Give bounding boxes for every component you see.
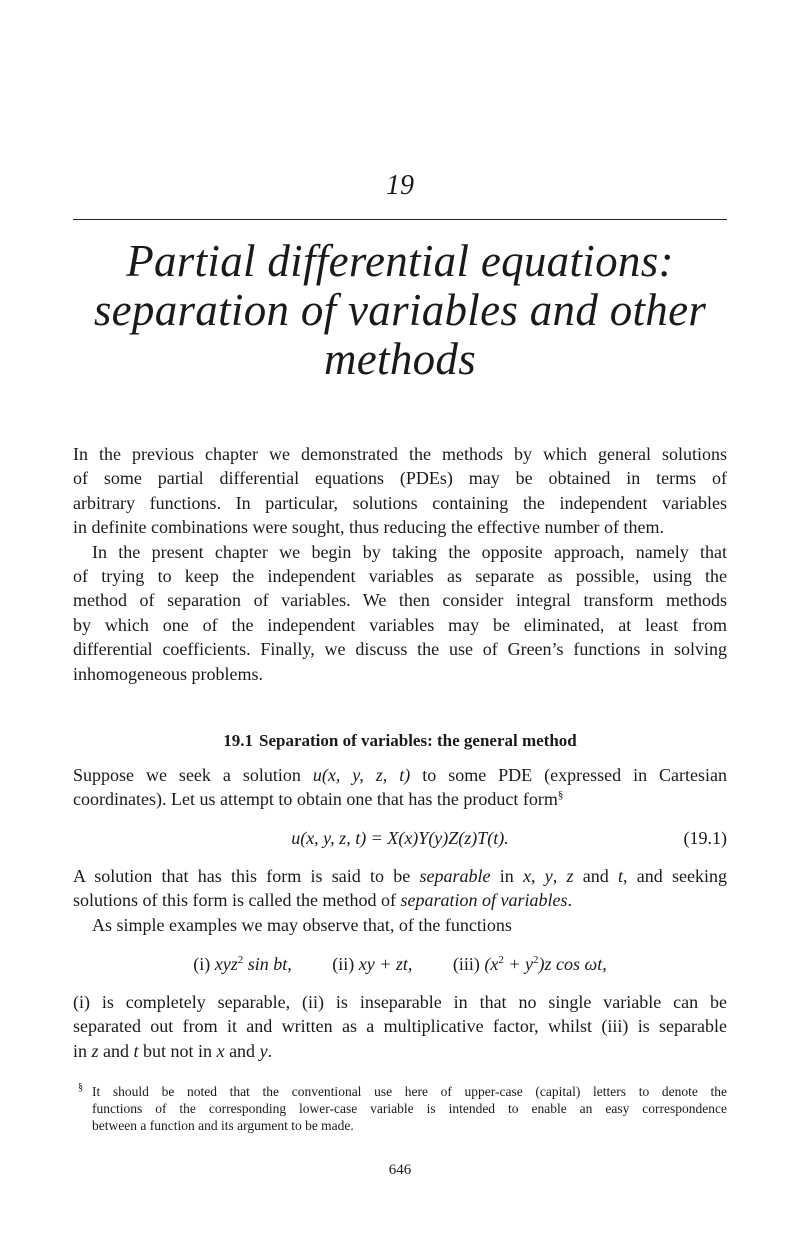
footnote <box>73 1083 727 1134</box>
footnote-line: functions of the corresponding lower-case variable is intended to enable an easy correspondence <box>92 1101 727 1116</box>
footnote-line: between a function and its argument to be made. <box>92 1118 354 1133</box>
chapter-title-line: methods <box>323 334 477 384</box>
example-i: (i) xyz$^2$ sin bt, <box>193 954 292 974</box>
intro-paragraph-1 <box>73 442 727 540</box>
chapter-number: 19 <box>386 170 414 201</box>
section-title: Separation of variables: the general method <box>258 731 577 750</box>
chapter-title-line: separation of variables and other <box>93 285 707 335</box>
intro-text <box>73 442 727 686</box>
example-iii: (iii) $(x^2 + y^2)z$ cos ωt, <box>452 954 607 974</box>
text-line: In the present chapter we begin by taking the opposite approach, namely that <box>92 541 727 562</box>
body-paragraph-3 <box>73 763 727 812</box>
text-line: Suppose we seek a solution u(x, y, z, t) to some PDE (expressed in Cartesian <box>73 765 728 785</box>
text-line: solutions of this form is called the method of separation of variables. <box>73 890 572 911</box>
intro-paragraph-2 <box>73 540 727 686</box>
text-line: (i) is completely separable, (ii) is inseparable in that no single variable can be <box>73 992 727 1012</box>
page-number: 646 <box>388 1162 412 1178</box>
section-heading <box>0 729 800 753</box>
text-line: in z and t but not in x and y. <box>73 1040 273 1061</box>
text-line: separated out from it and written as a multiplicative factor, whilst (iii) is separable <box>73 1016 727 1037</box>
chapter-title-line: Partial differential equations: <box>126 236 674 286</box>
text-line: of some partial differential equations (PDEs) may be obtained in terms of <box>73 468 727 489</box>
text-line: differential coefficients. Finally, we discuss the use of Green’s functions in solving <box>73 639 727 660</box>
footnote-reference[interactable]: § <box>557 789 564 802</box>
example-functions <box>73 951 727 977</box>
text-line: of trying to keep the independent variables as separate as possible, using the <box>73 565 727 586</box>
math-inline: u(x, y, z, t) <box>312 765 411 785</box>
equation-label: (19.1) <box>683 828 727 848</box>
body-paragraph-4 <box>73 864 727 937</box>
text-line: A solution that has this form is said to be separable in x, y, z and t, and seeking <box>73 866 728 886</box>
text-line: As simple examples we may observe that, of the functions <box>92 914 512 935</box>
text-line: method of separation of variables. We then consider integral transform methods <box>73 590 727 611</box>
footnote-mark: § <box>78 1082 83 1093</box>
section-number: 19.1 <box>223 731 253 750</box>
text-line: arbitrary functions. In particular, solutions containing the independent variables <box>73 492 727 513</box>
text-line: inhomogeneous problems. <box>73 663 263 684</box>
equation-19-1 <box>73 825 727 851</box>
equation-expression: u(x, y, z, t) = X(x)Y(y)Z(z)T(t). <box>291 828 509 848</box>
text-line: by which one of the independent variables may be eliminated, at least from <box>73 614 727 635</box>
chapter-title <box>40 237 760 384</box>
text-line: in definite combinations were sought, thus reducing the effective number of them. <box>73 517 665 538</box>
body-paragraph-6 <box>73 990 727 1063</box>
text-line: coordinates). Let us attempt to obtain one that has the product form§ <box>73 789 564 810</box>
text-line: In the previous chapter we demonstrated the methods by which general solutions <box>73 444 727 464</box>
chapter-rule <box>73 219 727 220</box>
footnote-line: It should be noted that the conventional use here of upper-case (capital) letters to denote the <box>92 1084 727 1099</box>
example-ii: (ii) xy + zt, <box>332 954 413 974</box>
